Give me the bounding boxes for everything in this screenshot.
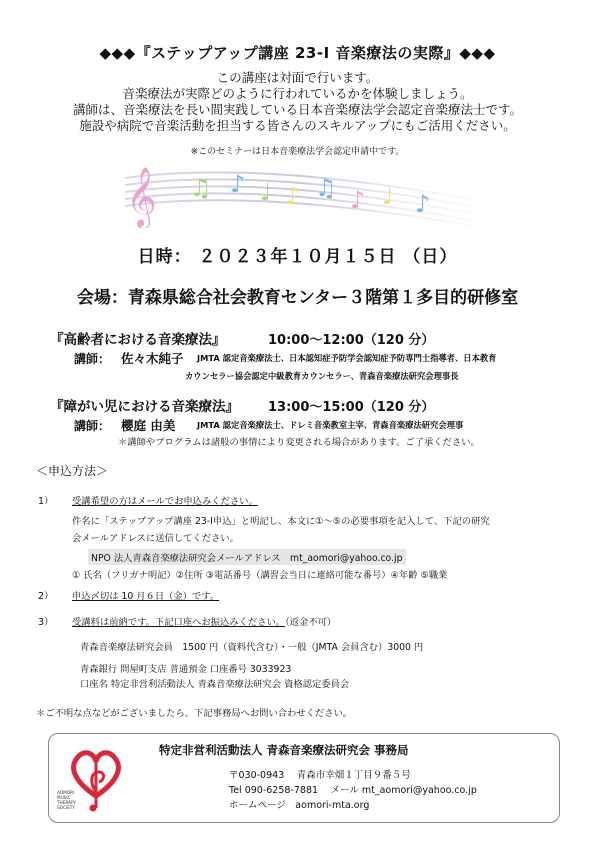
apply-item-1-line2: 件名に「ステップアップ講座 23-Ⅰ申込」と明記し、本文に①～⑤の必要事項を記入して、下記の研究 (72, 516, 490, 527)
svg-text:♪: ♪ (350, 186, 366, 214)
intro-line-1: この講座は対面で行います。 (216, 70, 379, 85)
apply-fee-amounts: 青森音楽療法研究会員 1500 円（資料代含む）・一般（JMTA 会員含む）3000 円 (80, 642, 424, 653)
event-datetime: 日時： ２０２３年１０月１５日 （日） (137, 247, 458, 267)
footer-address: 〒030-0943 青森市幸畑１丁目９番５号 (229, 770, 411, 781)
apply-fee-instruction-text: 受講料は前納です。下記口座へお振込みください。 (72, 617, 286, 628)
intro-line-3: 講師は、音楽療法を長い間実践している日本音楽療法学会認定音楽療法士です。 (72, 102, 522, 117)
seminar-note: ※このセミナーは日本音楽療法学会認定申請中です。 (190, 147, 405, 157)
apply-item-1-num: 1） (38, 496, 54, 507)
event-venue: 会場：青森県総合社会教育センター３階第１多目的研修室 (76, 288, 519, 308)
svg-text:𝄞: 𝄞 (126, 167, 157, 227)
footer-org-name: 特定非営利活動法人 青森音楽療法研究会 事務局 (159, 743, 409, 757)
treble-clef-icon (126, 167, 157, 228)
session-1-title: 『高齢者における音楽療法』 (50, 332, 226, 348)
intro-line-4: 施設や病院で音楽活動を担当する皆さんのスキルアップにもご活用ください。 (79, 118, 516, 133)
contact-note: ＊ご不明な点などがございましたら、下記事務局へお問い合わせください。 (36, 708, 353, 719)
svg-text:♪: ♪ (230, 170, 246, 198)
music-banner (120, 160, 480, 228)
session-1-lecturer-name: 佐々木純子 (121, 351, 184, 366)
session-2-lecturer-label: 講師： (74, 419, 111, 433)
session-2-lecturer-name: 櫻庭 由美 (121, 418, 176, 433)
program-note: ＊講師やプログラムは諸般の事情により変更される場合があります。ご了承ください。 (118, 437, 480, 448)
footer-contact-box (48, 733, 560, 823)
session-2-time: 13:00～15:00（120 分） (268, 400, 435, 415)
footer-homepage: ホームページ aomori-mta.org (229, 800, 370, 811)
logo-text: AOMORI MUSIC THERAPY SOCIETY (57, 790, 76, 810)
apply-fee-instruction (72, 614, 336, 628)
svg-text:♩: ♩ (260, 178, 272, 206)
apply-heading: ＜申込方法＞ (36, 464, 109, 478)
apply-bank-info: 青森銀行 問屋町支店 普通預金 口座番号 3033923 (80, 664, 292, 675)
apply-fee-no-refund: （返金不可） (285, 617, 337, 628)
apply-account-name: 口座名 特定非営利活動法人 青森音楽療法研究会 資格認定委員会 (80, 679, 350, 690)
session-1-lecturer-desc-2: カウンセラー協会認定中級教育カウンセラー、青森音楽療法研究会理事長 (185, 371, 459, 381)
svg-text:♪: ♪ (285, 182, 301, 210)
apply-deadline: 申込〆切は 10 月６日（金）です。 (72, 591, 220, 602)
footer-contact: Tel 090-6258-7881 メール mt_aomori@yahoo.co.jp (229, 785, 477, 796)
apply-item-2-num: 2） (38, 591, 54, 602)
apply-item-1-line3: 会メールアドレスに送信してください。 (72, 533, 239, 544)
apply-item-1-line1: 受講希望の方はメールでお申込みください。 (72, 496, 258, 507)
session-1-time: 10:00～12:00（120 分） (268, 333, 435, 348)
svg-text:♪: ♪ (415, 190, 431, 218)
apply-email-line: NPO 法人青森音楽療法研究会メールアドレス mt_aomori@yahoo.co.jp (88, 549, 406, 565)
svg-text:♫: ♫ (190, 174, 212, 202)
intro-line-2: 音楽療法が実際どのように行われているかを体験しましょう。 (122, 86, 473, 101)
svg-text:♫: ♫ (315, 174, 337, 202)
session-2-title: 『障がい児における音楽療法』 (50, 399, 239, 415)
session-2-lecturer-desc-1: JMTA 認定音楽療法士、ドレミ音楽教室主宰、青森音楽療法研究会理事 (197, 420, 464, 430)
apply-item-3-num: 3） (38, 617, 54, 628)
session-1-lecturer-label: 講師： (74, 352, 111, 366)
page-title: ◆◆◆『ステップアップ講座 23-Ⅰ 音楽療法の実際』◆◆◆ (99, 44, 496, 62)
session-1-lecturer-desc-1: JMTA 認定音楽療法士、日本認知症予防学会認知症予防専門士指導者、日本教育 (197, 353, 497, 363)
svg-text:♩: ♩ (382, 182, 394, 210)
apply-required-fields: ① 氏名（フリガナ明記）②住所 ③電話番号（講習会当日に連絡可能な番号）④年齢 ⑤職業 (72, 570, 448, 581)
